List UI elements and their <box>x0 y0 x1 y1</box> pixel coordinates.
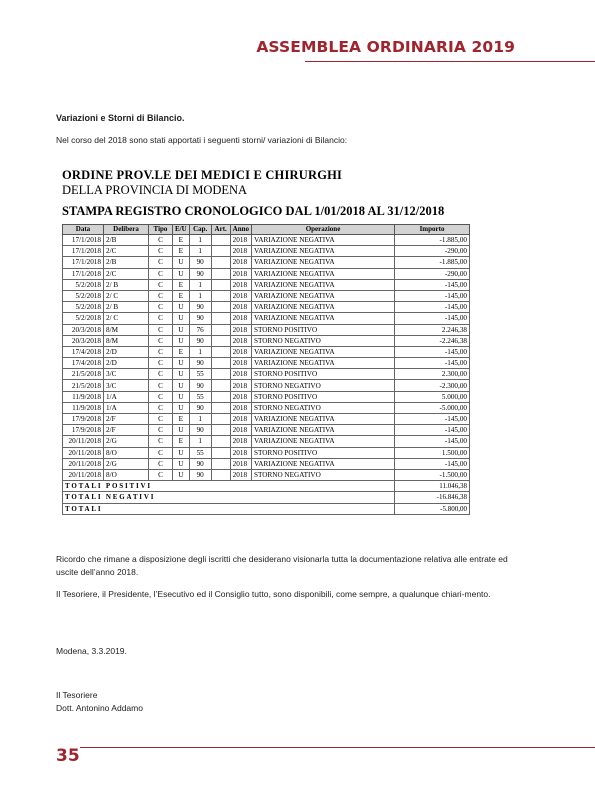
cell-art <box>211 335 230 346</box>
page-number: 35 <box>56 746 80 766</box>
cell-operazione: VARIAZIONE NEGATIVA <box>252 279 395 290</box>
cell-delibera: 2/C <box>104 246 149 257</box>
table-row <box>63 246 470 257</box>
cell-art <box>211 380 230 391</box>
table-row <box>63 391 470 402</box>
register-title: STAMPA REGISTRO CRONOLOGICO DAL 1/01/2018 AL 31/12/2018 <box>62 204 445 218</box>
cell-data: 17/4/2018 <box>63 346 104 357</box>
cell-anno: 2018 <box>230 279 251 290</box>
cell-data: 20/11/2018 <box>63 447 104 458</box>
cell-importo: 2.300,00 <box>395 369 470 380</box>
col-eu: E/U <box>173 225 190 235</box>
table-row <box>63 458 470 469</box>
cell-delibera: 3/C <box>104 369 149 380</box>
cell-eu: E <box>173 279 190 290</box>
table-row <box>63 257 470 268</box>
cell-importo: -145,00 <box>395 290 470 301</box>
org-name-line1: ORDINE PROV.LE DEI MEDICI E CHIRURGHI <box>62 168 343 182</box>
cell-data: 17/4/2018 <box>63 358 104 369</box>
cell-operazione: VARIAZIONE NEGATIVA <box>252 257 395 268</box>
place-date: Modena, 3.3.2019. <box>56 646 127 656</box>
cell-tipo: C <box>149 246 173 257</box>
cell-tipo: C <box>149 279 173 290</box>
cell-eu: U <box>173 369 190 380</box>
cell-operazione: STORNO POSITIVO <box>252 369 395 380</box>
cell-anno: 2018 <box>230 402 251 413</box>
cell-importo: -1.885,00 <box>395 257 470 268</box>
cell-tipo: C <box>149 391 173 402</box>
cell-anno: 2018 <box>230 268 251 279</box>
availability-paragraph: Il Tesoriere, il Presidente, l’Esecutivo ed il Consiglio tutto, sono disponibili, come sempre, a qualunque chiari-mento. <box>56 589 491 599</box>
cell-data: 17/1/2018 <box>63 246 104 257</box>
cell-anno: 2018 <box>230 436 251 447</box>
cell-eu: U <box>173 324 190 335</box>
cell-art <box>211 402 230 413</box>
cell-delibera: 2/ B <box>104 279 149 290</box>
cell-operazione: VARIAZIONE NEGATIVA <box>252 246 395 257</box>
cell-importo: -290,00 <box>395 246 470 257</box>
cell-art <box>211 257 230 268</box>
cell-data: 17/1/2018 <box>63 257 104 268</box>
col-tipo: Tipo <box>149 225 173 235</box>
cell-importo: -1.885,00 <box>395 235 470 246</box>
cell-data: 11/9/2018 <box>63 391 104 402</box>
cell-importo: -1.500,00 <box>395 469 470 480</box>
cell-cap: 1 <box>189 290 211 301</box>
table-row <box>63 335 470 346</box>
cell-data: 21/5/2018 <box>63 380 104 391</box>
cell-art <box>211 324 230 335</box>
cell-cap: 1 <box>189 414 211 425</box>
cell-operazione: VARIAZIONE NEGATIVA <box>252 290 395 301</box>
intro-paragraph: Nel corso del 2018 sono stati apportati i seguenti storni/ variazioni di Bilancio: <box>56 135 348 145</box>
closing-paragraph: Ricordo che rimane a disposizione degli iscritti che desiderano visionarla tutta la documentazione relativa alle entrate ed uscite dell’anno 2018. <box>56 554 508 577</box>
cell-cap: 55 <box>189 369 211 380</box>
cell-tipo: C <box>149 324 173 335</box>
cell-delibera: 1/A <box>104 391 149 402</box>
cell-operazione: VARIAZIONE NEGATIVA <box>252 425 395 436</box>
page-header-title: ASSEMBLEA ORDINARIA 2019 <box>256 38 515 56</box>
cell-importo: -145,00 <box>395 358 470 369</box>
cell-eu: U <box>173 425 190 436</box>
cell-importo: -145,00 <box>395 279 470 290</box>
cell-importo: -145,00 <box>395 302 470 313</box>
cell-importo: -2.246,38 <box>395 335 470 346</box>
cell-tipo: C <box>149 302 173 313</box>
cell-art <box>211 346 230 357</box>
cell-data: 17/9/2018 <box>63 414 104 425</box>
header-rule <box>305 61 595 62</box>
cell-tipo: C <box>149 235 173 246</box>
cell-importo: -145,00 <box>395 346 470 357</box>
cell-art <box>211 313 230 324</box>
cell-art <box>211 469 230 480</box>
cell-anno: 2018 <box>230 469 251 480</box>
cell-tipo: C <box>149 346 173 357</box>
cell-operazione: VARIAZIONE NEGATIVA <box>252 302 395 313</box>
cell-art <box>211 268 230 279</box>
table-row <box>63 414 470 425</box>
cell-cap: 90 <box>189 425 211 436</box>
cell-anno: 2018 <box>230 391 251 402</box>
cell-data: 21/5/2018 <box>63 369 104 380</box>
col-cap: Cap. <box>189 225 211 235</box>
cell-operazione: STORNO POSITIVO <box>252 391 395 402</box>
cell-tipo: C <box>149 313 173 324</box>
cell-tipo: C <box>149 436 173 447</box>
totals-value: -5.800,00 <box>395 503 470 514</box>
table-row <box>63 436 470 447</box>
cell-tipo: C <box>149 358 173 369</box>
cell-importo: -145,00 <box>395 414 470 425</box>
cell-delibera: 8/O <box>104 447 149 458</box>
cell-art <box>211 369 230 380</box>
cell-operazione: VARIAZIONE NEGATIVA <box>252 458 395 469</box>
cell-delibera: 2/B <box>104 235 149 246</box>
cell-cap: 1 <box>189 346 211 357</box>
table-row <box>63 369 470 380</box>
cell-delibera: 2/ B <box>104 302 149 313</box>
cell-delibera: 2/G <box>104 436 149 447</box>
cell-eu: E <box>173 436 190 447</box>
totals-label: TOTALI POSITIVI <box>63 481 395 492</box>
cell-operazione: VARIAZIONE NEGATIVA <box>252 235 395 246</box>
totals-row <box>63 492 470 503</box>
cell-importo: 2.246,38 <box>395 324 470 335</box>
table-row <box>63 346 470 357</box>
cell-cap: 90 <box>189 257 211 268</box>
section-title: Variazioni e Storni di Bilancio. <box>56 113 185 123</box>
cell-eu: U <box>173 302 190 313</box>
cell-anno: 2018 <box>230 447 251 458</box>
cell-data: 17/1/2018 <box>63 268 104 279</box>
cell-cap: 90 <box>189 313 211 324</box>
table-row <box>63 402 470 413</box>
org-name-line2: DELLA PROVINCIA DI MODENA <box>62 183 248 197</box>
cell-operazione: VARIAZIONE NEGATIVA <box>252 346 395 357</box>
col-operazione: Operazione <box>252 225 395 235</box>
cell-delibera: 2/B <box>104 257 149 268</box>
cell-anno: 2018 <box>230 358 251 369</box>
cell-art <box>211 302 230 313</box>
cell-importo: 1.500,00 <box>395 447 470 458</box>
cell-delibera: 2/ C <box>104 313 149 324</box>
cell-operazione: VARIAZIONE NEGATIVA <box>252 268 395 279</box>
cell-eu: U <box>173 335 190 346</box>
cell-cap: 90 <box>189 402 211 413</box>
table-row <box>63 302 470 313</box>
cell-eu: U <box>173 257 190 268</box>
cell-anno: 2018 <box>230 235 251 246</box>
cell-eu: U <box>173 469 190 480</box>
cell-tipo: C <box>149 268 173 279</box>
cell-anno: 2018 <box>230 458 251 469</box>
cell-operazione: VARIAZIONE NEGATIVA <box>252 313 395 324</box>
signature-block <box>56 689 516 715</box>
table-row <box>63 290 470 301</box>
cell-cap: 1 <box>189 235 211 246</box>
cell-data: 20/3/2018 <box>63 335 104 346</box>
totals-value: -16.846,38 <box>395 492 470 503</box>
cell-importo: -145,00 <box>395 425 470 436</box>
cell-cap: 90 <box>189 302 211 313</box>
cell-cap: 76 <box>189 324 211 335</box>
cell-anno: 2018 <box>230 313 251 324</box>
cell-operazione: VARIAZIONE NEGATIVA <box>252 414 395 425</box>
cell-delibera: 2/F <box>104 414 149 425</box>
cell-importo: -290,00 <box>395 268 470 279</box>
cell-eu: U <box>173 313 190 324</box>
cell-operazione: VARIAZIONE NEGATIVA <box>252 358 395 369</box>
signature-role: Il Tesoriere <box>56 690 98 700</box>
footer-rule <box>80 747 595 748</box>
cell-anno: 2018 <box>230 257 251 268</box>
cell-eu: U <box>173 391 190 402</box>
cell-cap: 55 <box>189 391 211 402</box>
register-heading <box>62 168 502 218</box>
table-row <box>63 425 470 436</box>
cell-delibera: 3/C <box>104 380 149 391</box>
cell-tipo: C <box>149 447 173 458</box>
table-header-row <box>63 225 470 235</box>
cell-tipo: C <box>149 414 173 425</box>
col-anno: Anno <box>230 225 251 235</box>
cell-cap: 90 <box>189 458 211 469</box>
cell-art <box>211 425 230 436</box>
cell-art <box>211 235 230 246</box>
cell-anno: 2018 <box>230 380 251 391</box>
cell-tipo: C <box>149 402 173 413</box>
cell-art <box>211 414 230 425</box>
cell-tipo: C <box>149 335 173 346</box>
cell-art <box>211 246 230 257</box>
cell-art <box>211 358 230 369</box>
cell-data: 20/3/2018 <box>63 324 104 335</box>
cell-eu: U <box>173 380 190 391</box>
cell-data: 5/2/2018 <box>63 279 104 290</box>
cell-data: 5/2/2018 <box>63 313 104 324</box>
cell-importo: 5.000,00 <box>395 391 470 402</box>
cell-anno: 2018 <box>230 414 251 425</box>
cell-cap: 90 <box>189 268 211 279</box>
table-row <box>63 235 470 246</box>
totals-row <box>63 503 470 514</box>
cell-tipo: C <box>149 290 173 301</box>
cell-data: 20/11/2018 <box>63 458 104 469</box>
cell-delibera: 1/A <box>104 402 149 413</box>
cell-importo: -5.000,00 <box>395 402 470 413</box>
col-importo: Importo <box>395 225 470 235</box>
col-delibera: Delibera <box>104 225 149 235</box>
cell-eu: U <box>173 358 190 369</box>
cell-eu: E <box>173 246 190 257</box>
cell-operazione: STORNO NEGATIVO <box>252 469 395 480</box>
cell-eu: E <box>173 290 190 301</box>
cell-cap: 55 <box>189 447 211 458</box>
cell-cap: 1 <box>189 246 211 257</box>
cell-operazione: STORNO NEGATIVO <box>252 402 395 413</box>
totals-row <box>63 481 470 492</box>
cell-tipo: C <box>149 257 173 268</box>
cell-cap: 90 <box>189 469 211 480</box>
cell-eu: U <box>173 458 190 469</box>
totals-value: 11.046,38 <box>395 481 470 492</box>
cell-anno: 2018 <box>230 290 251 301</box>
cell-operazione: STORNO POSITIVO <box>252 324 395 335</box>
cell-eu: E <box>173 346 190 357</box>
cell-delibera: 2/F <box>104 425 149 436</box>
cell-art <box>211 447 230 458</box>
table-row <box>63 358 470 369</box>
cell-cap: 90 <box>189 380 211 391</box>
cell-data: 20/11/2018 <box>63 469 104 480</box>
cell-art <box>211 290 230 301</box>
cell-data: 11/9/2018 <box>63 402 104 413</box>
cell-eu: U <box>173 402 190 413</box>
totals-label: TOTALI <box>63 503 395 514</box>
table-row <box>63 313 470 324</box>
table-row <box>63 268 470 279</box>
cell-operazione: VARIAZIONE NEGATIVA <box>252 436 395 447</box>
cell-importo: -2.300,00 <box>395 380 470 391</box>
table-row <box>63 324 470 335</box>
cell-importo: -145,00 <box>395 313 470 324</box>
cell-delibera: 2/D <box>104 346 149 357</box>
cell-operazione: STORNO POSITIVO <box>252 447 395 458</box>
cell-anno: 2018 <box>230 302 251 313</box>
cell-data: 5/2/2018 <box>63 302 104 313</box>
cell-anno: 2018 <box>230 346 251 357</box>
cell-art <box>211 391 230 402</box>
cell-delibera: 2/ C <box>104 290 149 301</box>
totals-label: TOTALI NEGATIVI <box>63 492 395 503</box>
cell-cap: 90 <box>189 358 211 369</box>
cell-anno: 2018 <box>230 324 251 335</box>
table-row <box>63 279 470 290</box>
cell-operazione: STORNO NEGATIVO <box>252 380 395 391</box>
cell-cap: 1 <box>189 279 211 290</box>
cell-anno: 2018 <box>230 425 251 436</box>
cell-anno: 2018 <box>230 369 251 380</box>
cell-delibera: 2/D <box>104 358 149 369</box>
cell-tipo: C <box>149 369 173 380</box>
table-row <box>63 447 470 458</box>
register-table <box>62 224 470 515</box>
cell-anno: 2018 <box>230 246 251 257</box>
cell-tipo: C <box>149 380 173 391</box>
cell-art <box>211 436 230 447</box>
cell-tipo: C <box>149 425 173 436</box>
cell-tipo: C <box>149 469 173 480</box>
cell-art <box>211 279 230 290</box>
cell-anno: 2018 <box>230 335 251 346</box>
cell-data: 17/1/2018 <box>63 235 104 246</box>
cell-cap: 1 <box>189 436 211 447</box>
cell-delibera: 8/M <box>104 324 149 335</box>
cell-delibera: 8/M <box>104 335 149 346</box>
cell-operazione: STORNO NEGATIVO <box>252 335 395 346</box>
table-row <box>63 380 470 391</box>
cell-eu: E <box>173 235 190 246</box>
cell-data: 20/11/2018 <box>63 436 104 447</box>
cell-tipo: C <box>149 458 173 469</box>
signature-name: Dott. Antonino Addamo <box>56 703 143 713</box>
table-row <box>63 469 470 480</box>
table-body <box>63 235 470 515</box>
cell-delibera: 2/G <box>104 458 149 469</box>
cell-eu: E <box>173 414 190 425</box>
cell-delibera: 2/C <box>104 268 149 279</box>
col-art: Art. <box>211 225 230 235</box>
cell-data: 5/2/2018 <box>63 290 104 301</box>
cell-art <box>211 458 230 469</box>
col-data: Data <box>63 225 104 235</box>
cell-importo: -145,00 <box>395 436 470 447</box>
cell-importo: -145,00 <box>395 458 470 469</box>
cell-cap: 90 <box>189 335 211 346</box>
cell-delibera: 8/O <box>104 469 149 480</box>
cell-eu: U <box>173 447 190 458</box>
cell-eu: U <box>173 268 190 279</box>
cell-data: 17/9/2018 <box>63 425 104 436</box>
